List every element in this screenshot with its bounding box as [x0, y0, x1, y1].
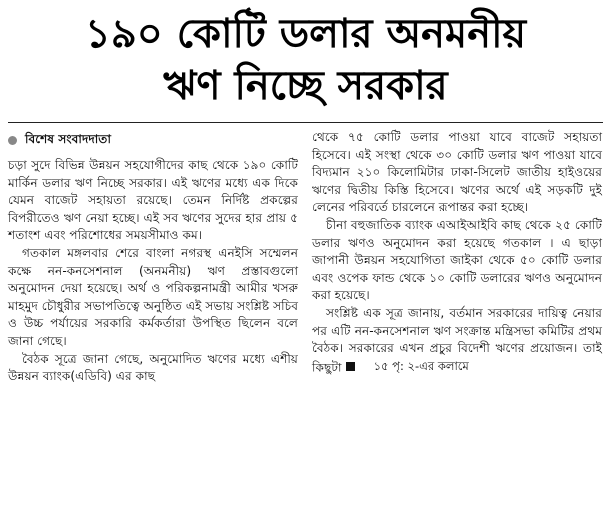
headline-line-1: ১৯০ কোটি ডলার অনমনীয়: [84, 11, 527, 57]
byline: [8, 129, 298, 151]
paragraph-last: [312, 305, 602, 377]
continuation-text: ১৫ পৃ: ২-এর কলামে: [373, 358, 469, 373]
byline-bullet-icon: [8, 136, 17, 145]
paragraph: বৈঠক সূত্রে জানা গেছে, অনুমোদিত ঋণের মধ্যে এশীয় উন্নয়ন ব্যাংক(এডিবি) এর কাছ: [8, 351, 298, 384]
column-right: [312, 129, 602, 386]
paragraph: চড়া সুদে বিভিন্ন উন্নয়ন সহযোগীদের কাছ থেকে ১৯০ কোটি মার্কিন ডলার ঋণ নিচ্ছে সরকার। এই ঋণের মধ্যে এক দিকে যেমন বাজেট সহায়তা রয়েছে। তেমন নির্দিষ্ট প্রকল্পের বিপরীতেও ঋণ নেয়া হচ্ছে। এই সব ঋণের সুদের হার প্রায় ৫ শতাংশ এবং পরিশোধের সময়সীমাও কম।: [8, 158, 298, 243]
byline-text: বিশেষ সংবাদদাতা: [25, 132, 111, 147]
paragraph-text: সংশ্লিষ্ট এক সূত্র জানায়, বর্তমান সরকারের দায়িত্ব নেয়ার পর এটি নন-কনসেশনাল ঋণ সংক্রান্ত মন্ত্রিসভা কমিটির প্রথম বৈঠক। সরকারের এখন প্রচুর বিদেশী ঋণের প্রয়োজন। তাই কিছুটা: [312, 305, 602, 375]
headline-line-2: ঋণ নিচ্ছে সরকার: [163, 63, 448, 109]
headline: [8, 8, 603, 112]
headline-divider: [8, 122, 603, 123]
paragraph: চীনা বহুজাতিক ব্যাংক এআইআইবি কাছ থেকে ২৫ কোটি ডলার ঋণও অনুমোদন করা হয়েছে গতকাল । এ ছাড়া জাপানী উন্নয়ন সহযোগিতা জাইকা থেকে ৫০ কোটি ডলার এবং ওপেক ফান্ড থেকে ১০ কোটি ডলারের ঋণও অনুমোদন করা হয়েছে।: [312, 217, 602, 303]
square-icon: [346, 362, 355, 371]
article-body: [8, 129, 603, 386]
paragraph: থেকে ৭৫ কোটি ডলার পাওয়া যাবে বাজেট সহায়তা হিসেবে। এই সংস্থা থেকে ৩০ কোটি ডলার ঋণ পাওয়া যাবে বিদ্যমান ২১০ কিলোমিটার ঢাকা-সিলেট জাতীয় হাইওয়ের ঋণের দ্বিতীয় কিস্তি হিসেবে। ঋণের অর্থে এই সড়কটি দুই লেনের পরিবর্তে চারলেনে রূপান্তর করা হচ্ছে।: [312, 130, 602, 215]
continuation-marker: [346, 358, 469, 376]
paragraph: গতকাল মঙ্গলবার শেরে বাংলা নগরস্থ এনইসি সম্মেলন কক্ষে নন-কনসেশনাল (অনমনীয়) ঋণ প্রস্তাবগুলো অনুমোদন দেয়া হয়েছে। অর্থ ও পরিকল্পনামন্ত্রী আমীর খসরু মাহমুদ চৌধুরীর সভাপতিত্বে অনুষ্ঠিত এই সভায় সংশ্লিষ্ট সচিব ও উচ্চ পর্যায়ের সরকারি কর্মকর্তারা উপস্থিত ছিলেন বলে জানা গেছে।: [8, 245, 298, 348]
column-left: [8, 129, 298, 386]
